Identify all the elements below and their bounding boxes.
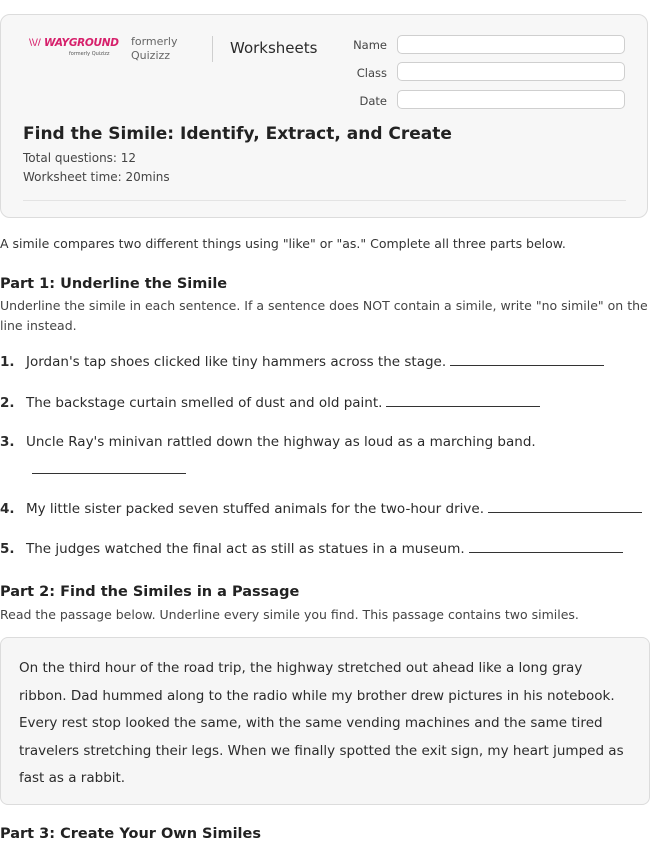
part1-title: Part 1: Underline the Simile: [0, 276, 228, 292]
header-divider: [212, 36, 213, 62]
reading-passage: On the third hour of the road trip, the highway stretched out ahead like a long gray ribbon. Dad hummed along to the radio while my brother drew pictures in his notebook. Every rest stop looked the same, with the same vending machines and the same tired travelers stretching their legs. When we finally spotted the exit sign, my heart jumped as fast as a rabbit.: [0, 637, 650, 805]
answer-line[interactable]: [386, 406, 540, 407]
answer-line[interactable]: [450, 365, 604, 366]
question-1: [0, 354, 604, 370]
part3-title: Part 3: Create Your Own Similes: [0, 826, 261, 842]
question-3: [0, 434, 536, 450]
header-rule: [23, 200, 626, 201]
answer-line[interactable]: [469, 552, 623, 553]
product-name: Worksheets: [230, 39, 318, 57]
formerly-label: formerly Quizizz: [131, 35, 178, 62]
class-field[interactable]: [397, 62, 625, 81]
question-5: [0, 541, 623, 557]
part2-description: Read the passage below. Underline every simile you find. This passage contains two similes.: [0, 607, 579, 622]
name-label: Name: [353, 38, 387, 52]
question-number: 1.: [0, 354, 15, 370]
question-text: Jordan's tap shoes clicked like tiny hammers across the stage.: [26, 354, 447, 370]
class-label: Class: [356, 66, 387, 80]
worksheet-time: Worksheet time: 20mins: [23, 170, 170, 184]
answer-line[interactable]: [32, 473, 186, 474]
question-number: 2.: [0, 395, 15, 411]
question-number: 3.: [0, 434, 15, 450]
wayground-logo: [29, 38, 119, 60]
question-text: Uncle Ray's minivan rattled down the highway as loud as a marching band.: [26, 434, 536, 450]
question-number: 4.: [0, 501, 15, 517]
intro-text: A simile compares two different things using "like" or "as." Complete all three parts below.: [0, 236, 566, 251]
logo-mark-icon: \\//: [29, 38, 41, 48]
question-4: [0, 501, 642, 517]
logo-subtext: formerly Quizizz: [69, 51, 110, 57]
part2-title: Part 2: Find the Similes in a Passage: [0, 584, 300, 600]
logo-wordmark: WAYGROUND: [44, 37, 119, 49]
question-number: 5.: [0, 541, 15, 557]
question-text: My little sister packed seven stuffed animals for the two-hour drive.: [26, 501, 484, 517]
question-2: [0, 395, 540, 411]
question-text: The backstage curtain smelled of dust and old paint.: [26, 395, 383, 411]
answer-line[interactable]: [488, 512, 642, 513]
worksheet-title: Find the Simile: Identify, Extract, and Create: [23, 124, 452, 144]
date-label: Date: [359, 94, 387, 108]
date-field[interactable]: [397, 90, 625, 109]
part1-description: Underline the simile in each sentence. If a sentence does NOT contain a simile, write "no simile" on the line instead.: [0, 298, 648, 333]
question-text: The judges watched the final act as still as statues in a museum.: [26, 541, 465, 557]
name-field[interactable]: [397, 35, 625, 54]
total-questions: Total questions: 12: [23, 151, 137, 165]
